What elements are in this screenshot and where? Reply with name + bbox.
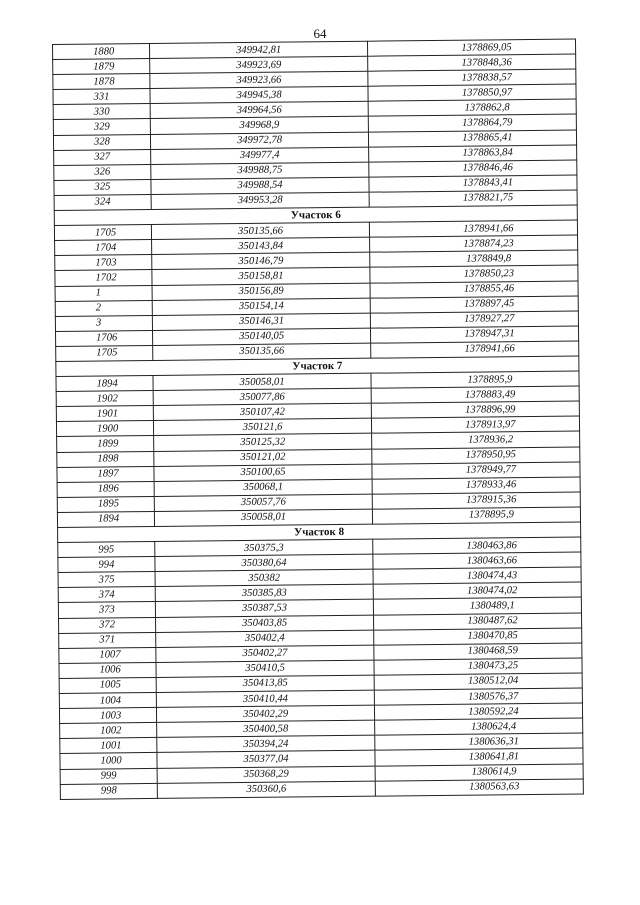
point-number-cell: 1705 xyxy=(56,345,153,361)
x-coordinate-cell: 349923,69 xyxy=(150,56,368,73)
y-coordinate-cell: 1380641,81 xyxy=(375,748,583,765)
coordinates-table-body xyxy=(53,39,584,799)
y-coordinate-cell: 1380468,59 xyxy=(374,643,582,660)
point-number-cell: 331 xyxy=(53,89,150,105)
y-coordinate-cell: 1378850,23 xyxy=(370,265,578,282)
point-number-cell: 1897 xyxy=(57,466,154,482)
y-coordinate-cell: 1378862,8 xyxy=(368,99,576,116)
point-number-cell: 1895 xyxy=(57,496,154,512)
y-coordinate-cell: 1378895,9 xyxy=(372,507,580,524)
section-title: Участок 8 xyxy=(58,522,581,543)
x-coordinate-cell: 349988,54 xyxy=(151,177,369,194)
y-coordinate-cell: 1378850,97 xyxy=(368,84,576,101)
x-coordinate-cell: 350158,81 xyxy=(152,268,370,285)
point-number-cell: 1900 xyxy=(56,421,153,437)
x-coordinate-cell: 350077,86 xyxy=(153,388,371,405)
y-coordinate-cell: 1378947,31 xyxy=(370,326,578,343)
y-coordinate-cell: 1380463,66 xyxy=(373,552,581,569)
x-coordinate-cell: 349942,81 xyxy=(150,41,368,58)
y-coordinate-cell: 1380470,85 xyxy=(373,628,581,645)
point-number-cell: 1003 xyxy=(59,708,156,724)
x-coordinate-cell: 350100,65 xyxy=(154,464,372,481)
y-coordinate-cell: 1378915,36 xyxy=(372,492,580,509)
x-coordinate-cell: 349923,66 xyxy=(150,71,368,88)
point-number-cell: 1901 xyxy=(56,406,153,422)
point-number-cell: 1005 xyxy=(59,677,156,693)
x-coordinate-cell: 349953,28 xyxy=(151,192,369,209)
y-coordinate-cell: 1380614,9 xyxy=(375,763,583,780)
point-number-cell: 371 xyxy=(59,632,156,648)
x-coordinate-cell: 350402,29 xyxy=(157,705,375,722)
point-number-cell: 1704 xyxy=(55,240,152,256)
y-coordinate-cell: 1378849,8 xyxy=(370,250,578,267)
point-number-cell: 329 xyxy=(53,119,150,135)
x-coordinate-cell: 350156,89 xyxy=(152,283,370,300)
y-coordinate-cell: 1380576,37 xyxy=(374,688,582,705)
y-coordinate-cell: 1378843,41 xyxy=(369,175,577,192)
page-number: 64 xyxy=(313,26,327,41)
point-number-cell: 1878 xyxy=(53,74,150,90)
y-coordinate-cell: 1378941,66 xyxy=(370,341,578,358)
x-coordinate-cell: 350402,27 xyxy=(156,645,374,662)
x-coordinate-cell: 350377,04 xyxy=(157,751,375,768)
y-coordinate-cell: 1378949,77 xyxy=(372,462,580,479)
x-coordinate-cell: 350413,85 xyxy=(156,675,374,692)
y-coordinate-cell: 1378950,95 xyxy=(372,447,580,464)
x-coordinate-cell: 350146,31 xyxy=(153,313,371,330)
y-coordinate-cell: 1378863,84 xyxy=(368,145,576,162)
point-number-cell: 375 xyxy=(58,572,155,588)
y-coordinate-cell: 1378895,9 xyxy=(371,371,579,388)
point-number-cell: 1703 xyxy=(55,255,152,271)
y-coordinate-cell: 1378821,75 xyxy=(369,190,577,207)
x-coordinate-cell: 350368,29 xyxy=(157,766,375,783)
x-coordinate-cell: 349945,38 xyxy=(150,86,368,103)
x-coordinate-cell: 350394,24 xyxy=(157,735,375,752)
x-coordinate-cell: 349977,4 xyxy=(151,147,369,164)
x-coordinate-cell: 350375,3 xyxy=(155,539,373,556)
x-coordinate-cell: 350387,53 xyxy=(156,600,374,617)
point-number-cell: 1007 xyxy=(59,647,156,663)
x-coordinate-cell: 350360,6 xyxy=(158,781,376,798)
point-number-cell: 1006 xyxy=(59,662,156,678)
y-coordinate-cell: 1378846,46 xyxy=(369,160,577,177)
point-number-cell: 994 xyxy=(58,557,155,573)
point-number-cell: 1896 xyxy=(57,481,154,497)
point-number-cell: 372 xyxy=(59,617,156,633)
x-coordinate-cell: 350107,42 xyxy=(154,403,372,420)
point-number-cell: 1899 xyxy=(57,436,154,452)
section-title: Участок 7 xyxy=(56,356,579,377)
y-coordinate-cell: 1378865,41 xyxy=(368,130,576,147)
x-coordinate-cell: 350385,83 xyxy=(155,585,373,602)
point-number-cell: 1898 xyxy=(57,451,154,467)
y-coordinate-cell: 1378897,45 xyxy=(370,296,578,313)
point-number-cell: 1004 xyxy=(59,692,156,708)
point-number-cell: 1894 xyxy=(56,376,153,392)
y-coordinate-cell: 1378913,97 xyxy=(371,416,579,433)
x-coordinate-cell: 350135,66 xyxy=(152,222,370,239)
x-coordinate-cell: 350140,05 xyxy=(153,328,371,345)
point-number-cell: 1706 xyxy=(56,330,153,346)
y-coordinate-cell: 1380636,31 xyxy=(375,733,583,750)
y-coordinate-cell: 1378838,57 xyxy=(368,69,576,86)
x-coordinate-cell: 350410,5 xyxy=(156,660,374,677)
x-coordinate-cell: 349988,75 xyxy=(151,162,369,179)
y-coordinate-cell: 1378927,27 xyxy=(370,311,578,328)
point-number-cell: 999 xyxy=(60,768,157,784)
y-coordinate-cell: 1378874,23 xyxy=(369,235,577,252)
y-coordinate-cell: 1380463,86 xyxy=(373,537,581,554)
point-number-cell: 326 xyxy=(54,164,151,180)
point-number-cell: 1000 xyxy=(60,753,157,769)
y-coordinate-cell: 1378936,2 xyxy=(371,431,579,448)
point-number-cell: 330 xyxy=(53,104,150,120)
x-coordinate-cell: 349972,78 xyxy=(151,132,369,149)
y-coordinate-cell: 1378869,05 xyxy=(367,39,575,56)
point-number-cell: 325 xyxy=(54,179,151,195)
y-coordinate-cell: 1378848,36 xyxy=(367,54,575,71)
point-number-cell: 2 xyxy=(55,300,152,316)
point-number-cell: 1894 xyxy=(57,511,154,527)
x-coordinate-cell: 350400,58 xyxy=(157,720,375,737)
y-coordinate-cell: 1378864,79 xyxy=(368,114,576,131)
y-coordinate-cell: 1378883,49 xyxy=(371,386,579,403)
point-number-cell: 995 xyxy=(58,542,155,558)
x-coordinate-cell: 350403,85 xyxy=(156,615,374,632)
point-number-cell: 1880 xyxy=(53,43,150,59)
point-number-cell: 327 xyxy=(54,149,151,165)
x-coordinate-cell: 350058,01 xyxy=(153,373,371,390)
point-number-cell: 324 xyxy=(54,194,151,210)
coordinates-table xyxy=(52,39,584,800)
x-coordinate-cell: 350121,02 xyxy=(154,449,372,466)
point-number-cell: 3 xyxy=(55,315,152,331)
y-coordinate-cell: 1380487,62 xyxy=(373,613,581,630)
x-coordinate-cell: 349964,56 xyxy=(150,102,368,119)
point-number-cell: 1 xyxy=(55,285,152,301)
x-coordinate-cell: 350382 xyxy=(155,569,373,586)
point-number-cell: 328 xyxy=(53,134,150,150)
x-coordinate-cell: 350068,1 xyxy=(154,479,372,496)
x-coordinate-cell: 350125,32 xyxy=(154,434,372,451)
x-coordinate-cell: 350402,4 xyxy=(156,630,374,647)
y-coordinate-cell: 1378941,66 xyxy=(369,220,577,237)
point-number-cell: 1879 xyxy=(53,59,150,75)
y-coordinate-cell: 1378933,46 xyxy=(372,477,580,494)
x-coordinate-cell: 350057,76 xyxy=(155,494,373,511)
point-number-cell: 373 xyxy=(58,602,155,618)
x-coordinate-cell: 350143,84 xyxy=(152,237,370,254)
y-coordinate-cell: 1378855,46 xyxy=(370,281,578,298)
x-coordinate-cell: 350410,44 xyxy=(157,690,375,707)
point-number-cell: 1902 xyxy=(56,391,153,407)
y-coordinate-cell: 1380474,43 xyxy=(373,567,581,584)
y-coordinate-cell: 1380512,04 xyxy=(374,673,582,690)
y-coordinate-cell: 1380592,24 xyxy=(374,703,582,720)
y-coordinate-cell: 1380624,4 xyxy=(374,718,582,735)
x-coordinate-cell: 349968,9 xyxy=(151,117,369,134)
x-coordinate-cell: 350146,79 xyxy=(152,252,370,269)
y-coordinate-cell: 1380489,1 xyxy=(373,597,581,614)
x-coordinate-cell: 350135,66 xyxy=(153,343,371,360)
x-coordinate-cell: 350380,64 xyxy=(155,554,373,571)
x-coordinate-cell: 350121,6 xyxy=(154,419,372,436)
point-number-cell: 1002 xyxy=(60,723,157,739)
point-number-cell: 1001 xyxy=(60,738,157,754)
section-title: Участок 6 xyxy=(54,205,577,226)
y-coordinate-cell: 1380563,63 xyxy=(375,779,583,796)
point-number-cell: 998 xyxy=(60,783,157,799)
x-coordinate-cell: 350154,14 xyxy=(152,298,370,315)
coordinates-table-container xyxy=(52,39,584,800)
y-coordinate-cell: 1378896,99 xyxy=(371,401,579,418)
y-coordinate-cell: 1380473,25 xyxy=(374,658,582,675)
point-number-cell: 1702 xyxy=(55,270,152,286)
y-coordinate-cell: 1380474,02 xyxy=(373,582,581,599)
x-coordinate-cell: 350058,01 xyxy=(155,509,373,526)
point-number-cell: 1705 xyxy=(54,225,151,241)
point-number-cell: 374 xyxy=(58,587,155,603)
